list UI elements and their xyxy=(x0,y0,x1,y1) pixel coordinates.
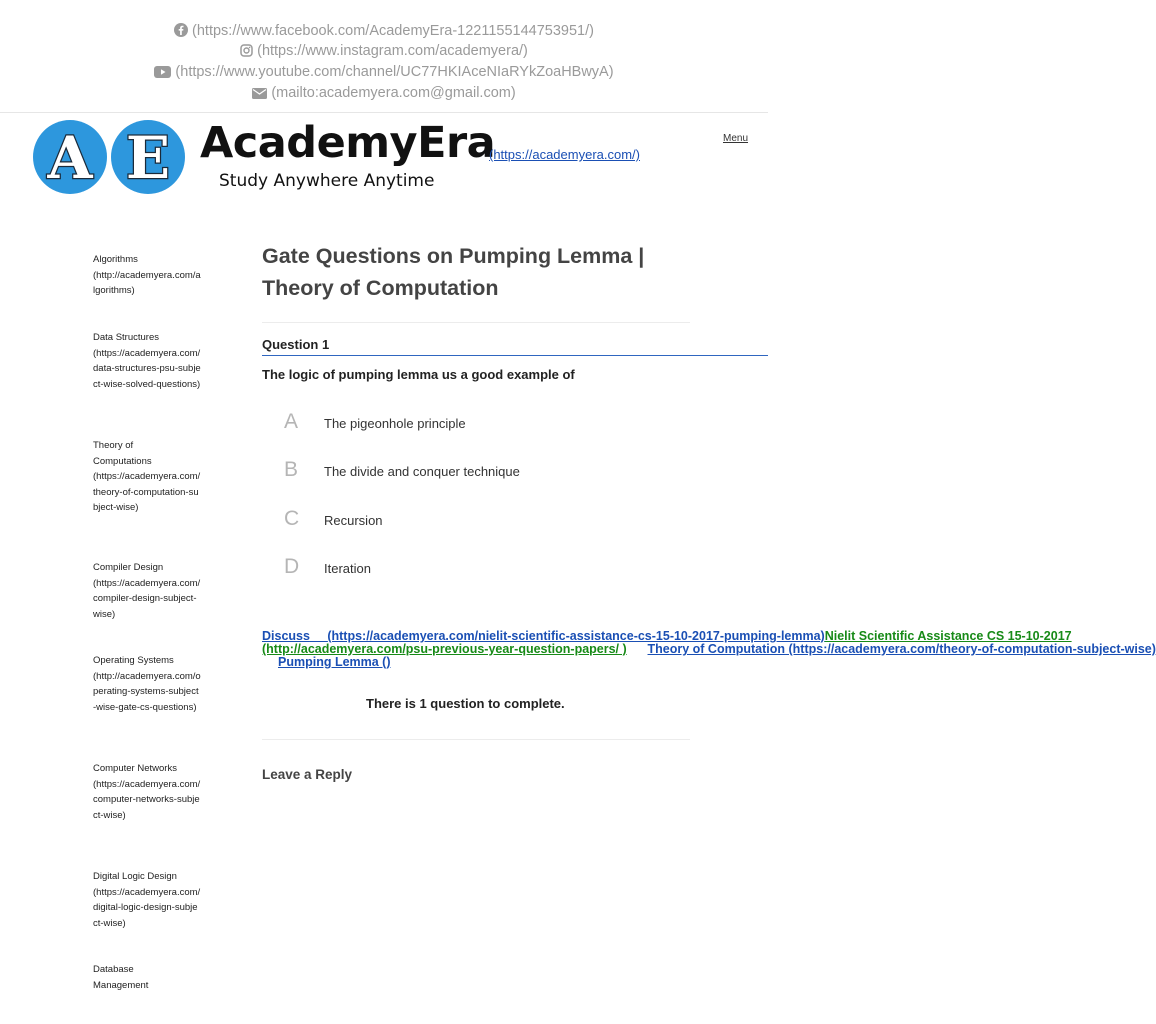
sidebar-item-title: Digital Logic Design xyxy=(93,871,177,882)
sidebar-item-title: Computer Networks xyxy=(93,763,177,774)
youtube-icon xyxy=(154,66,171,78)
academyera-logo[interactable] xyxy=(32,118,188,196)
answer-option-a[interactable] xyxy=(284,410,684,440)
pumping-lemma-link[interactable]: Pumping Lemma () xyxy=(278,655,391,669)
option-letter: C xyxy=(284,507,300,530)
sidebar-item-algorithms[interactable] xyxy=(93,252,201,299)
social-instagram[interactable] xyxy=(0,43,768,59)
social-facebook-text: (https://www.facebook.com/AcademyEra-1221155144753951/) xyxy=(192,23,594,39)
sidebar-item-url: (http://academyera.com/algorithms) xyxy=(93,269,201,296)
sidebar-item-computer-networks[interactable] xyxy=(93,761,201,823)
sidebar-item-url: (http://academyera.com/operating-systems-subject-wise-gate-cs-questions) xyxy=(93,670,201,713)
sidebar-item-title: Algorithms xyxy=(93,254,138,265)
sidebar-item-title: Operating Systems xyxy=(93,655,174,666)
toc-label: Theory of Computation xyxy=(647,642,786,656)
option-letter: A xyxy=(284,410,299,433)
brand-tagline: Study Anywhere Anytime xyxy=(219,171,435,191)
sidebar-item-title: Database Management xyxy=(93,964,149,991)
psu-link[interactable]: (http://academyera.com/psu-previous-year-question-papers/ ) xyxy=(262,642,627,656)
links-line-2 xyxy=(262,642,1156,656)
links-line-3 xyxy=(262,656,768,669)
mail-icon xyxy=(252,88,267,99)
social-youtube-text: (https://www.youtube.com/channel/UC77HKIAceNIaRYkZoaHBwyA) xyxy=(175,64,614,80)
leave-reply-heading: Leave a Reply xyxy=(262,767,353,782)
discuss-link[interactable] xyxy=(262,629,825,643)
social-mail[interactable] xyxy=(0,85,768,101)
sidebar-item-url: (https://academyera.com/digital-logic-design-subject-wise) xyxy=(93,886,201,929)
discuss-url: (https://academyera.com/nielit-scientific-assistance-cs-15-10-2017-pumping-lemma) xyxy=(327,629,825,643)
completion-status: There is 1 question to complete. xyxy=(366,696,565,711)
answer-option-c[interactable] xyxy=(284,507,684,537)
page-title: Gate Questions on Pumping Lemma | Theory of Computation xyxy=(262,244,645,300)
sidebar-item-url: (https://academyera.com/computer-networks-subject-wise) xyxy=(93,778,201,821)
question-text: The logic of pumping lemma us a good example of xyxy=(262,367,575,382)
question-divider xyxy=(262,355,768,356)
logo-letter-e: E xyxy=(125,124,171,192)
toc-link[interactable] xyxy=(648,642,1156,656)
social-youtube[interactable] xyxy=(0,64,768,80)
facebook-icon xyxy=(174,23,188,37)
menu-button[interactable]: Menu xyxy=(723,133,749,144)
nielit-link[interactable]: Nielit Scientific Assistance CS 15-10-2017 xyxy=(824,629,1072,643)
question-label: Question 1 xyxy=(262,337,330,352)
sidebar-item-title: Data Structures xyxy=(93,332,159,343)
option-text: Iteration xyxy=(324,561,371,576)
sidebar-item-digital-logic-design[interactable] xyxy=(93,869,201,931)
sidebar-item-theory-of-computations[interactable] xyxy=(93,438,201,516)
title-divider xyxy=(262,322,690,323)
site-home-link[interactable]: (https://academyera.com/) xyxy=(489,147,640,162)
sidebar-item-url: (https://academyera.com/compiler-design-subject-wise) xyxy=(93,577,201,620)
sidebar-item-database-management[interactable] xyxy=(93,962,173,993)
social-instagram-text: (https://www.instagram.com/academyera/) xyxy=(257,43,528,59)
sidebar-item-compiler-design[interactable] xyxy=(93,560,201,622)
sidebar-item-url: (https://academyera.com/theory-of-computation-subject-wise) xyxy=(93,471,201,513)
question-links xyxy=(262,629,1156,669)
links-line-1 xyxy=(262,629,1072,643)
sidebar-item-data-structures[interactable] xyxy=(93,330,201,392)
sidebar-item-operating-systems[interactable] xyxy=(93,653,201,715)
answer-option-d[interactable] xyxy=(284,555,684,585)
option-letter: D xyxy=(284,555,300,578)
sidebar-item-url: (https://academyera.com/data-structures-psu-subject-wise-solved-questions) xyxy=(93,347,201,390)
sidebar-item-title: Compiler Design xyxy=(93,562,164,573)
discuss-label: Discuss xyxy=(262,629,310,643)
option-text: The pigeonhole principle xyxy=(324,416,466,431)
brand-name[interactable]: AcademyEra xyxy=(200,118,496,168)
instagram-icon xyxy=(240,44,253,57)
option-letter: B xyxy=(284,458,299,481)
sidebar-item-title: Theory of Computations xyxy=(93,440,152,467)
content-divider xyxy=(262,739,690,740)
toc-url: (https://academyera.com/theory-of-computation-subject-wise) xyxy=(788,642,1156,656)
option-text: The divide and conquer technique xyxy=(324,464,520,479)
header-divider xyxy=(0,112,768,113)
answer-option-b[interactable] xyxy=(284,458,684,488)
social-mail-text: (mailto:academyera.com@gmail.com) xyxy=(271,85,516,101)
logo-letter-a: A xyxy=(47,124,93,192)
option-text: Recursion xyxy=(324,513,383,528)
social-facebook[interactable] xyxy=(0,23,768,39)
